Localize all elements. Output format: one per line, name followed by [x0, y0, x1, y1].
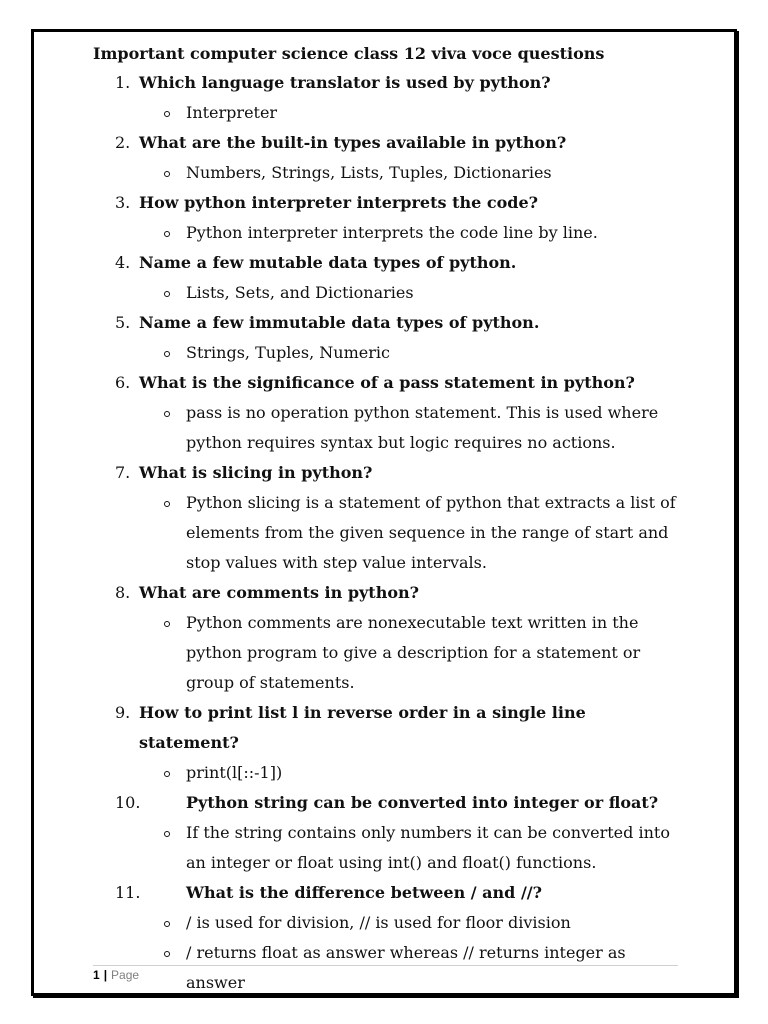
page-label: Page: [111, 968, 140, 982]
hollow-bullet-icon: [164, 951, 170, 957]
answer-item: [93, 98, 683, 128]
question-item: [93, 68, 683, 128]
question-line: [93, 368, 683, 398]
answer-text: Numbers, Strings, Lists, Tuples, Dictionaries: [186, 163, 552, 182]
question-line: [93, 788, 683, 818]
question-item: [93, 788, 683, 878]
answer-list: [93, 608, 683, 698]
question-number: 6.: [115, 373, 131, 392]
hollow-bullet-icon: [164, 291, 170, 297]
hollow-bullet-icon: [164, 831, 170, 837]
question-text: Which language translator is used by python?: [139, 73, 551, 92]
hollow-bullet-icon: [164, 411, 170, 417]
hollow-bullet-icon: [164, 771, 170, 777]
answer-list: [93, 488, 683, 578]
question-text: Python string can be converted into integer or float?: [186, 793, 659, 812]
answer-item: [93, 908, 683, 938]
answer-item: [93, 338, 683, 368]
answer-item: [93, 488, 683, 578]
question-item: [93, 698, 683, 788]
answer-list: [93, 158, 683, 188]
answer-text: Python slicing is a statement of python that extracts a list of elements from the given sequence in the range of start and stop values with step value intervals.: [186, 493, 676, 572]
hollow-bullet-icon: [164, 231, 170, 237]
question-line: [93, 68, 683, 98]
answer-text: Interpreter: [186, 103, 278, 122]
answer-item: [93, 158, 683, 188]
question-line: [93, 248, 683, 278]
document-title: Important computer science class 12 viva voce questions: [93, 44, 605, 63]
question-item: [93, 368, 683, 458]
question-text: What are the built-in types available in python?: [139, 133, 567, 152]
question-text: Name a few immutable data types of python.: [139, 313, 540, 332]
question-item: [93, 248, 683, 308]
document-body: [93, 40, 683, 998]
hollow-bullet-icon: [164, 351, 170, 357]
question-line: [93, 188, 683, 218]
question-item: [93, 458, 683, 578]
question-line: [93, 698, 683, 758]
answer-list: [93, 758, 683, 788]
answer-item: [93, 818, 683, 878]
question-item: [93, 308, 683, 368]
answer-text: print(l[::-1]): [186, 763, 283, 782]
hollow-bullet-icon: [164, 501, 170, 507]
question-number: 1.: [115, 73, 131, 92]
question-text: How python interpreter interprets the code?: [139, 193, 538, 212]
answer-item: [93, 608, 683, 698]
answer-list: [93, 98, 683, 128]
answer-list: [93, 818, 683, 878]
question-number: 10.: [115, 793, 141, 812]
question-text: What is the difference between / and //?: [186, 883, 542, 902]
answer-item: [93, 278, 683, 308]
answer-item: [93, 758, 683, 788]
footer-separator: |: [103, 968, 108, 982]
hollow-bullet-icon: [164, 111, 170, 117]
question-item: [93, 128, 683, 188]
question-line: [93, 458, 683, 488]
question-line: [93, 308, 683, 338]
hollow-bullet-icon: [164, 921, 170, 927]
answer-list: [93, 218, 683, 248]
question-number: 5.: [115, 313, 131, 332]
question-item: [93, 578, 683, 698]
hollow-bullet-icon: [164, 621, 170, 627]
answer-list: [93, 278, 683, 308]
question-number: 8.: [115, 583, 131, 602]
question-number: 4.: [115, 253, 131, 272]
answer-text: pass is no operation python statement. This is used where python requires syntax but logic requires no actions.: [186, 403, 659, 452]
question-number: 7.: [115, 463, 131, 482]
question-number: 9.: [115, 703, 131, 722]
answer-text: Python comments are nonexecutable text written in the python program to give a description for a statement or group of statements.: [186, 613, 641, 692]
question-line: [93, 578, 683, 608]
question-text: What is the significance of a pass statement in python?: [139, 373, 635, 392]
question-item: [93, 188, 683, 248]
question-text: How to print list l in reverse order in a single line statement?: [139, 703, 586, 752]
hollow-bullet-icon: [164, 171, 170, 177]
answer-list: [93, 398, 683, 458]
answer-text: / is used for division, // is used for floor division: [186, 913, 571, 932]
answer-list: [93, 908, 683, 998]
question-line: [93, 878, 683, 908]
page-number: 1: [93, 968, 100, 982]
question-list: [93, 68, 683, 998]
question-number: 3.: [115, 193, 131, 212]
answer-text: Python interpreter interprets the code line by line.: [186, 223, 598, 242]
answer-text: If the string contains only numbers it can be converted into an integer or float using int() and float() functions.: [186, 823, 670, 872]
question-text: What are comments in python?: [139, 583, 419, 602]
answer-text: Lists, Sets, and Dictionaries: [186, 283, 414, 302]
answer-list: [93, 338, 683, 368]
page-footer: [93, 965, 678, 982]
question-number: 11.: [115, 883, 141, 902]
question-line: [93, 128, 683, 158]
answer-item: [93, 218, 683, 248]
question-text: Name a few mutable data types of python.: [139, 253, 517, 272]
answer-item: [93, 398, 683, 458]
question-number: 2.: [115, 133, 131, 152]
answer-text: Strings, Tuples, Numeric: [186, 343, 390, 362]
question-text: What is slicing in python?: [139, 463, 373, 482]
answer-text: / returns float as answer whereas // returns integer as answer: [186, 943, 626, 992]
